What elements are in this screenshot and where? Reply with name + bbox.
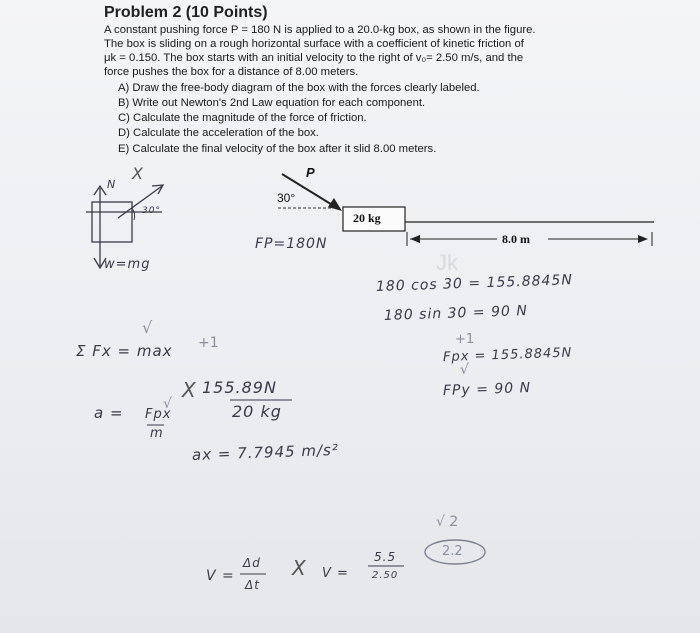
accel-numerator: Fpx — [145, 407, 172, 422]
velocity2-denominator: 2.50 — [372, 570, 399, 581]
velocity-x-mark: X — [292, 556, 307, 580]
task-b: B) Write out Newton's 2nd Law equation for each component. — [118, 97, 426, 109]
push-force-value: FP=180N — [255, 236, 328, 252]
task-c: C) Calculate the magnitude of the force of friction. — [118, 112, 367, 124]
fbd-angle-label: 30° — [142, 206, 161, 216]
newton-equation: Σ Fx = max — [76, 342, 173, 360]
fbd-x-mark: X — [132, 164, 144, 183]
task-e: E) Calculate the final velocity of the box after it slid 8.00 meters. — [118, 143, 437, 155]
fpx-check: √ — [460, 362, 469, 378]
accel-check: √ — [163, 396, 172, 412]
problem-title: Problem 2 (10 Points) — [104, 4, 268, 21]
force-label: P — [306, 165, 315, 180]
intro-line-4: force pushes the box for a distance of 8.00 meters. — [104, 66, 359, 78]
y-component-calc: 180 sin 30 = 90 N — [383, 302, 529, 324]
newton-check: √ — [142, 318, 153, 337]
newton-score: +1 — [198, 335, 219, 351]
velocity-equals: V = — [206, 568, 235, 584]
fbd-normal-label: N — [107, 178, 117, 191]
accel-value-numerator: 155.89N — [202, 378, 277, 397]
fbd-weight-label: w=mg — [104, 257, 151, 272]
accel-denominator: m — [150, 426, 164, 441]
velocity2-equals: V = — [322, 566, 349, 581]
distance-label: 8.0 m — [502, 232, 530, 246]
total-score: 2.2 — [442, 544, 463, 559]
angle-label: 30° — [277, 191, 296, 205]
mass-label: 20 kg — [353, 211, 381, 225]
x-component-calc: 180 cos 30 = 155.8845N — [375, 272, 574, 295]
accel-result: ax = 7.7945 m/s² — [191, 440, 340, 464]
velocity-denominator: Δt — [245, 578, 260, 592]
task-a: A) Draw the free-body diagram of the box with the forces clearly labeled. — [118, 82, 480, 94]
component-score: +1 — [455, 332, 475, 347]
score-note: √ 2 — [436, 514, 459, 530]
intro-line-1: A constant pushing force P = 180 N is applied to a 20.0-kg box, as shown in the figure. — [104, 24, 536, 36]
accel-x-mark: X — [182, 378, 197, 402]
task-d: D) Calculate the acceleration of the box. — [118, 127, 319, 139]
intro-line-2: The box is sliding on a rough horizontal surface with a coefficient of kinetic friction of — [104, 38, 524, 50]
bleed-through-text: Jk — [436, 250, 458, 275]
accel-value-denominator: 20 kg — [232, 402, 282, 421]
fpy-result: FPy = 90 N — [442, 379, 532, 399]
intro-line-3: μk = 0.150. The box starts with an initial velocity to the right of v₀= 2.50 m/s, and the — [104, 52, 524, 64]
velocity-numerator: Δd — [243, 556, 261, 570]
accel-a-equals: a = — [94, 404, 124, 422]
fpx-result: Fpx = 155.8845N — [442, 345, 573, 365]
velocity2-numerator: 5.5 — [374, 550, 397, 564]
